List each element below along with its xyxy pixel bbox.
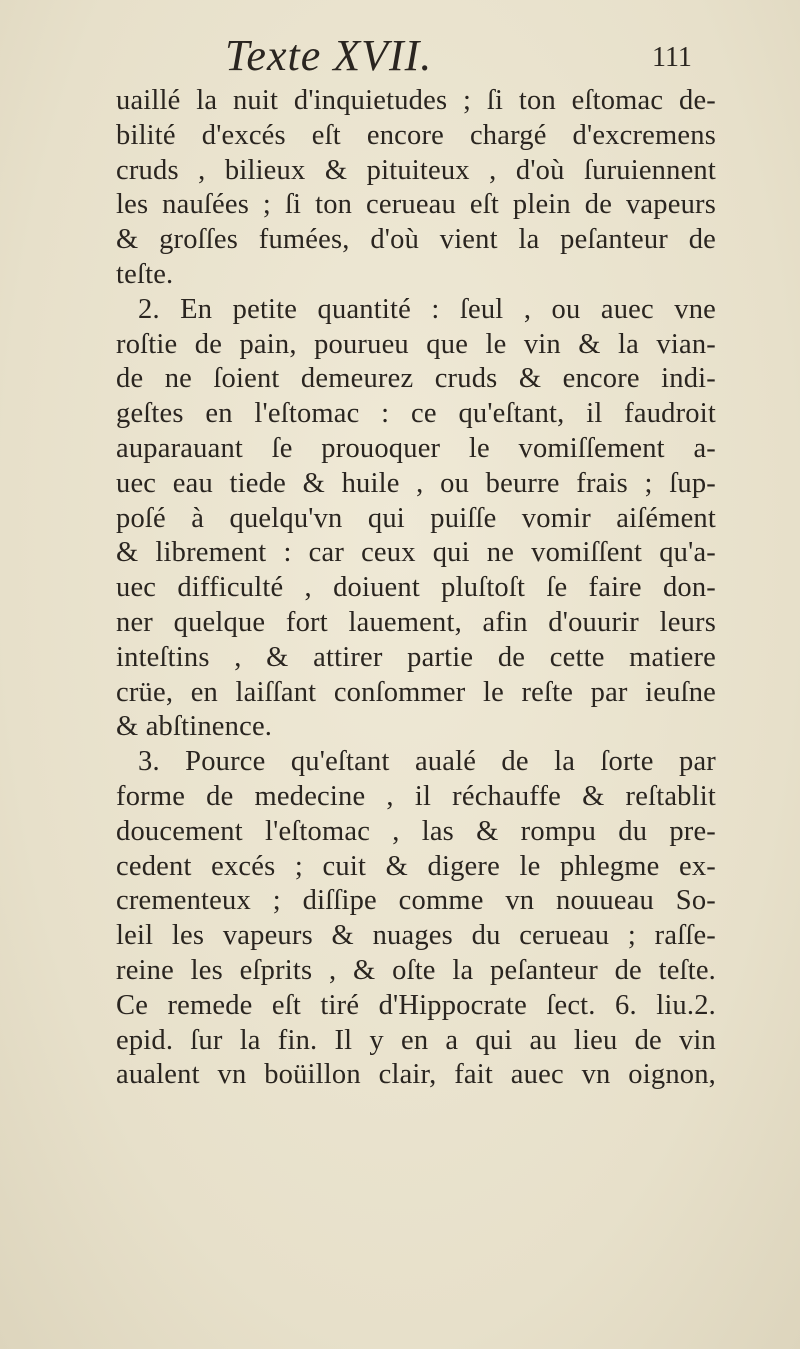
- text-line: bilité d'excés eſt encore chargé d'excremens: [116, 119, 716, 151]
- text-line: roſtie de pain, pourueu que le vin & la vian-: [116, 328, 716, 360]
- text-line: cedent excés ; cuit & digere le phlegme ex-: [116, 850, 716, 882]
- text-line: doucement l'eſtomac , las & rompu du pre-: [116, 815, 716, 847]
- running-title: Texte XVII.: [225, 31, 433, 80]
- text-line: cruds , bilieux & pituiteux , d'où ſuruiennent: [116, 154, 716, 186]
- page-number: 111: [652, 42, 692, 73]
- running-head: [0, 30, 800, 90]
- text-line: leil les vapeurs & nuages du cerueau ; raſſe-: [116, 920, 716, 952]
- text-line: crementeux ; diſſipe comme vn nouueau So-: [116, 885, 716, 917]
- text-line: teſte.: [116, 258, 174, 290]
- text-line: Ce remede eſt tiré d'Hippocrate ſect. 6. liu.2.: [116, 989, 716, 1021]
- text-line: poſé à quelqu'vn qui puiſſe vomir aiſément: [116, 502, 716, 534]
- text-line: reine les eſprits , & oſte la peſanteur de teſte.: [116, 954, 716, 986]
- text-line: 3. Pource qu'eſtant aualé de la ſorte par: [138, 746, 716, 778]
- text-line: de ne ſoient demeurez cruds & encore indi-: [116, 363, 716, 395]
- text-line: aualent vn boüillon clair, fait auec vn oignon,: [116, 1059, 716, 1091]
- text-line: crüe, en laiſſant conſommer le reſte par ieuſne: [116, 676, 716, 708]
- text-line: epid. ſur la fin. Il y en a qui au lieu de vin: [116, 1024, 716, 1056]
- body-text: [116, 84, 716, 1093]
- text-line: ner quelque fort lauement, afin d'ouurir leurs: [116, 606, 716, 638]
- text-line: 2. En petite quantité : ſeul , ou auec vne: [138, 293, 716, 325]
- text-line: inteſtins , & attirer partie de cette matiere: [116, 641, 716, 673]
- text-line: les nauſées ; ſi ton cerueau eſt plein de vapeurs: [116, 189, 716, 221]
- text-line: & groſſes fumées, d'où vient la peſanteur de: [116, 224, 716, 256]
- text-line: & librement : car ceux qui ne vomiſſent qu'a-: [116, 537, 716, 569]
- text-line: geſtes en l'eſtomac : ce qu'eſtant, il faudroit: [116, 398, 716, 430]
- text-line: forme de medecine , il réchauffe & reſtablit: [116, 780, 716, 812]
- text-line: uec difficulté , doiuent pluſtoſt ſe faire don-: [116, 572, 716, 604]
- text-line: auparauant ſe prouoquer le vomiſſement a-: [116, 432, 716, 464]
- text-line: uec eau tiede & huile , ou beurre frais ; ſup-: [116, 467, 716, 499]
- text-line: uaillé la nuit d'inquietudes ; ſi ton eſtomac de-: [116, 85, 716, 116]
- text-line: & abſtinence.: [116, 711, 273, 743]
